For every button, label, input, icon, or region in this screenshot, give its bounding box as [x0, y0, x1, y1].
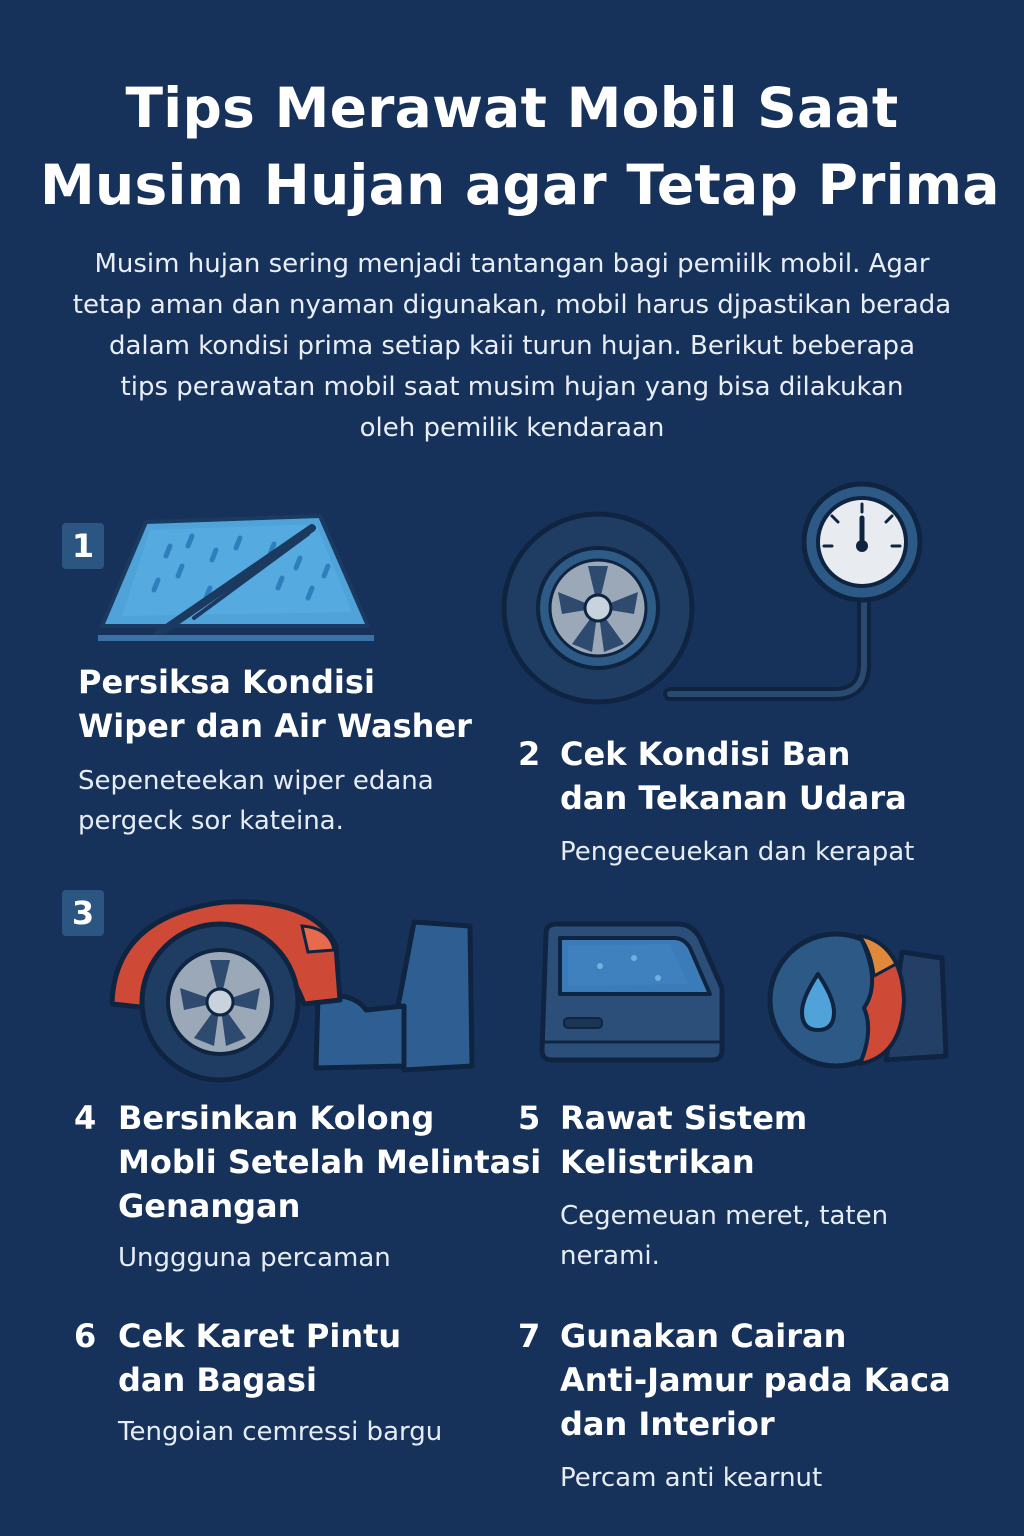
- tip-4-title-line-2: Mobli Setelah Melintasi: [118, 1143, 542, 1181]
- tip-7-desc-line-1: Percam anti kearnut: [560, 1463, 823, 1493]
- intro-line-5: oleh pemilik kendaraan: [359, 413, 665, 443]
- tip-5-title-line-1: Rawat Sistem: [560, 1099, 808, 1137]
- tip-4-number: 4: [74, 1099, 97, 1137]
- intro-line-3: dalam kondisi prima setiap kaii turun hujan. Berikut beberapa: [108, 331, 915, 361]
- tip-4-desc-line-1: Unggguna percaman: [118, 1243, 391, 1273]
- tire-pressure-gauge-icon: [500, 484, 930, 718]
- car-door-icon: [538, 920, 728, 1066]
- tip-6-title-line-1: Cek Karet Pintu: [118, 1317, 402, 1355]
- intro-line-2: tetap aman dan nyaman digunakan, mobil harus djpastikan berada: [72, 290, 952, 320]
- title-line-1: Tips Merawat Mobil Saat: [125, 76, 899, 140]
- intro-paragraph: [50, 244, 974, 449]
- tip-5-description: [560, 1196, 888, 1276]
- title-line-2: Musim Hujan agar Tetap Prima: [40, 153, 1000, 217]
- tip-4-description: [118, 1238, 391, 1278]
- tip-6-desc-line-1: Tengoian cemressi bargu: [118, 1417, 443, 1447]
- car-wheel-fender-icon: [104, 896, 480, 1080]
- tip-7-description: [560, 1458, 822, 1498]
- tip-5-desc-line-2: nerami.: [560, 1241, 660, 1271]
- tip-6-number: 6: [74, 1317, 97, 1355]
- tip-4-title: [118, 1096, 541, 1228]
- tip-7-title-line-1: Gunakan Cairan: [560, 1317, 847, 1355]
- tip-2-desc-line-1: Pengeceuekan dan kerapat: [560, 837, 915, 867]
- tip-1-badge: 1: [62, 523, 104, 569]
- tip-7-title-line-3: dan Interior: [560, 1405, 775, 1443]
- tip-2-description: [560, 832, 914, 872]
- tip-6-title: [118, 1314, 401, 1402]
- tip-2-number: 2: [518, 735, 541, 773]
- tip-4-title-line-1: Bersinkan Kolong: [118, 1099, 435, 1137]
- tip-5-number: 5: [518, 1099, 541, 1137]
- page-title: [40, 70, 1000, 224]
- intro-line-1: Musim hujan sering menjadi tantangan bagi pemiilk mobil. Agar: [94, 249, 930, 279]
- tip-7-title-line-2: Anti-Jamur pada Kaca: [560, 1361, 951, 1399]
- intro-line-4: tips perawatan mobil saat musim hujan yang bisa dilakukan: [120, 372, 904, 402]
- tip-7-number: 7: [518, 1317, 541, 1355]
- tip-3-badge: 3: [62, 890, 104, 936]
- tip-1-description: [78, 761, 434, 841]
- water-drop-electrical-icon: [764, 930, 948, 1070]
- windshield-wiper-icon: [94, 508, 378, 644]
- tip-1-desc-line-1: Sepeneteekan wiper edana: [78, 766, 434, 796]
- tip-6-title-line-2: dan Bagasi: [118, 1361, 317, 1399]
- tip-2-title-line-2: dan Tekanan Udara: [560, 779, 907, 817]
- tip-5-title: [560, 1096, 807, 1184]
- tip-1-title: [78, 660, 472, 748]
- tip-4-title-line-3: Genangan: [118, 1187, 301, 1225]
- tip-7-title: [560, 1314, 951, 1446]
- tip-5-desc-line-1: Cegemeuan meret, taten: [560, 1201, 889, 1231]
- tip-1-desc-line-2: pergeck sor kateina.: [78, 806, 344, 836]
- tip-1-title-line-2: Wiper dan Air Washer: [78, 707, 472, 745]
- tip-1-title-line-1: Persiksa Kondisi: [78, 663, 375, 701]
- tip-6-description: [118, 1412, 442, 1452]
- tip-2-title: [560, 732, 907, 820]
- tip-5-title-line-2: Kelistrikan: [560, 1143, 755, 1181]
- tip-2-title-line-1: Cek Kondisi Ban: [560, 735, 851, 773]
